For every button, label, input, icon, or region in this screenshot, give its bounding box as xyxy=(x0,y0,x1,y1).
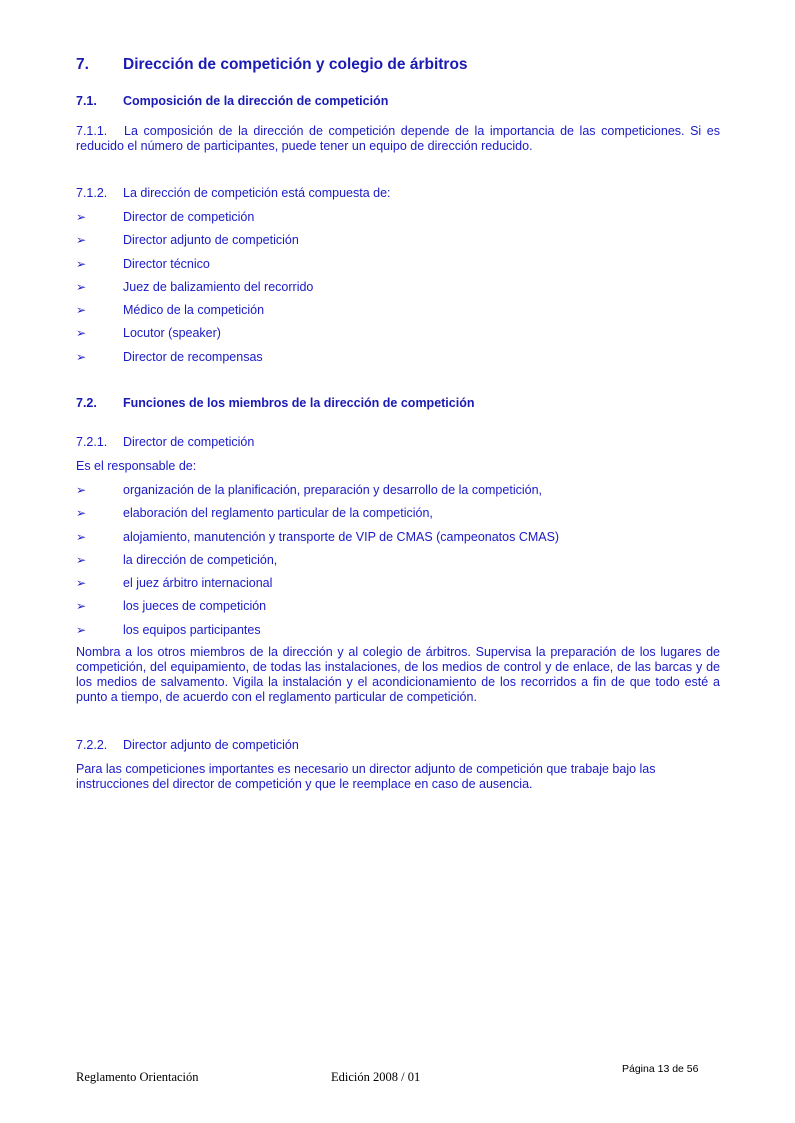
arrow-bullet-icon: ➢ xyxy=(76,233,87,248)
arrow-bullet-icon: ➢ xyxy=(76,599,87,614)
paragraph-7-2-2-text: Para las competiciones importantes es necesario un director adjunto de competición que trabaje bajo las instrucciones del director de competición y que le reemplace en caso de ausencia. xyxy=(76,762,656,791)
clause-number: 7.1.2. xyxy=(76,186,108,200)
subsection-number: 7.1. xyxy=(76,94,97,108)
arrow-bullet-icon: ➢ xyxy=(76,622,87,637)
list-item: ➢ elaboración del reglamento particular de la competición, xyxy=(76,506,433,521)
section-number: 7. xyxy=(76,56,89,73)
page-number: Página 13 de 56 xyxy=(622,1063,699,1075)
paragraph-7-2-2 xyxy=(76,738,299,753)
list-item: ➢ alojamiento, manutención y transporte de VIP de CMAS (campeonatos CMAS) xyxy=(76,529,560,544)
arrow-bullet-icon: ➢ xyxy=(76,210,87,224)
clause-number: 7.2.1. xyxy=(76,435,108,449)
duties-list xyxy=(76,483,716,646)
list-item: ➢ la dirección de competición, xyxy=(76,552,278,567)
paragraph-7-1-2 xyxy=(76,186,391,201)
paragraph-7-1-1 xyxy=(76,124,720,154)
arrow-bullet-icon: ➢ xyxy=(76,326,87,341)
list-item: ➢ Director de competición xyxy=(76,210,255,224)
clause-text: La composición de la dirección de competición depende de la importancia de las competiciones. Si es reducido el número de participantes, puede tener un equipo de dirección reducido. xyxy=(76,124,720,153)
list-item: ➢ Director adjunto de competición xyxy=(76,233,299,248)
list-item: ➢ Director técnico xyxy=(76,256,210,271)
clause-number: 7.2.2. xyxy=(76,738,108,752)
list-item: ➢ los jueces de competición xyxy=(76,599,267,614)
subsection-title: Funciones de los miembros de la dirección de competición xyxy=(123,396,475,410)
responsible-intro: Es el responsable de: xyxy=(76,459,197,473)
arrow-bullet-icon: ➢ xyxy=(76,256,87,271)
section-heading xyxy=(76,56,468,74)
clause-number: 7.1.1. xyxy=(76,124,108,138)
paragraph-nombra: Nombra a los otros miembros de la dirección y al colegio de árbitros. Supervisa la preparación de los lugares de competición, del equipamiento, de todas las instalaciones, de los medios de control y de enlace, de las barcas y de los medios de salvamento. Vigila la instalación y el acondicionamiento de los recorridos a fin de que todo esté a punto a tiempo, de acuerdo con el reglamento particular de competición. xyxy=(76,645,720,704)
arrow-bullet-icon: ➢ xyxy=(76,529,87,544)
section-title: Dirección de competición y colegio de árbitros xyxy=(123,56,468,73)
list-item: ➢ Juez de balizamiento del recorrido xyxy=(76,279,314,294)
subsection-title: Composición de la dirección de competición xyxy=(123,94,389,108)
subsection-heading-7-2 xyxy=(76,396,475,410)
list-item: ➢ el juez árbitro internacional xyxy=(76,576,273,591)
clause-text: La dirección de competición está compuesta de: xyxy=(123,186,391,200)
footer-document-title: Reglamento Orientación xyxy=(76,1070,199,1084)
arrow-bullet-icon: ➢ xyxy=(76,279,87,294)
clause-title: Director de competición xyxy=(123,435,255,449)
members-list xyxy=(76,210,716,373)
list-item: ➢ los equipos participantes xyxy=(76,622,261,637)
list-item: ➢ Médico de la competición xyxy=(76,303,265,318)
arrow-bullet-icon: ➢ xyxy=(76,483,87,497)
subsection-number: 7.2. xyxy=(76,396,97,410)
arrow-bullet-icon: ➢ xyxy=(76,576,87,591)
list-item: ➢ Locutor (speaker) xyxy=(76,326,221,341)
arrow-bullet-icon: ➢ xyxy=(76,303,87,318)
arrow-bullet-icon: ➢ xyxy=(76,349,87,364)
paragraph-7-2-1 xyxy=(76,435,255,450)
footer-edition: Edición 2008 / 01 xyxy=(331,1070,421,1084)
arrow-bullet-icon: ➢ xyxy=(76,506,87,521)
subsection-heading-7-1 xyxy=(76,94,389,108)
arrow-bullet-icon: ➢ xyxy=(76,552,87,567)
list-item: ➢ organización de la planificación, preparación y desarrollo de la competición, xyxy=(76,483,542,497)
clause-title: Director adjunto de competición xyxy=(123,738,299,752)
list-item: ➢ Director de recompensas xyxy=(76,349,263,364)
